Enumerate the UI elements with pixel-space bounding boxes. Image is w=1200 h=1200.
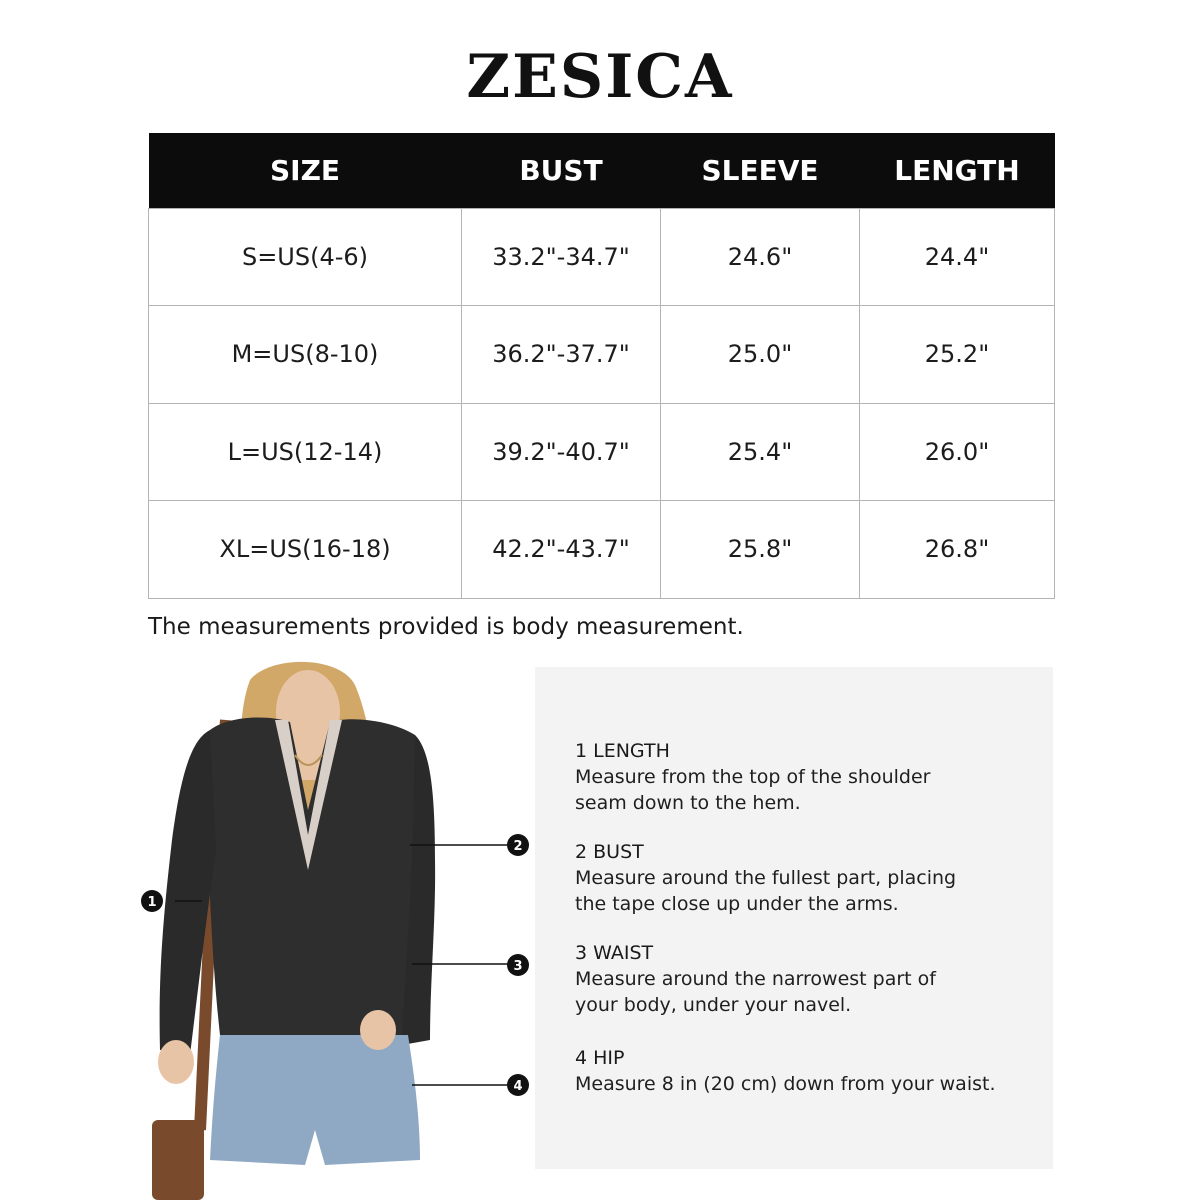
column-header-size: SIZE [149,133,462,208]
cell-size: XL=US(16-18) [149,501,462,599]
cell-length: 26.8" [860,501,1055,599]
cell-bust: 36.2"-37.7" [462,306,661,404]
guide-desc-line: Measure 8 in (20 cm) down from your waist. [575,1073,996,1095]
cell-length: 26.0" [860,403,1055,501]
model-figure [130,660,540,1200]
cell-bust: 39.2"-40.7" [462,403,661,501]
guide-item-hip [575,1045,1045,1097]
marker-label-3: 3 [513,959,523,974]
cell-sleeve: 25.0" [661,306,860,404]
column-header-sleeve: SLEEVE [661,133,860,208]
guide-desc-line: Measure from the top of the shoulder [575,766,931,788]
cell-bust: 42.2"-43.7" [462,501,661,599]
guide-desc-line: Measure around the narrowest part of [575,968,936,990]
marker-label-1: 1 [147,895,157,910]
cell-bust: 33.2"-34.7" [462,208,661,306]
guide-desc-line: your body, under your navel. [575,994,852,1016]
guide-desc-line: Measure around the fullest part, placing [575,867,957,889]
table-row [149,208,1055,306]
measurement-guide-panel [535,667,1053,1169]
cell-length: 24.4" [860,208,1055,306]
cell-sleeve: 24.6" [661,208,860,306]
guide-item-length [575,738,1045,816]
guide-item-waist [575,940,1045,1018]
table-row [149,501,1055,599]
marker-3 [507,954,529,976]
denim-shorts [210,1035,420,1165]
size-chart-table [148,133,1055,599]
marker-2 [507,834,529,856]
cell-size: M=US(8-10) [149,306,462,404]
left-hand [158,1040,194,1084]
cell-length: 25.2" [860,306,1055,404]
right-hand [360,1010,396,1050]
guide-item-bust [575,839,1045,917]
guide-title: 1 LENGTH [575,740,670,762]
table-header-row [149,133,1055,208]
table-row [149,306,1055,404]
handbag [152,1120,204,1200]
cell-size: S=US(4-6) [149,208,462,306]
table-row [149,403,1055,501]
measurement-note: The measurements provided is body measurement. [148,614,744,640]
marker-1 [141,890,163,912]
guide-desc-line: the tape close up under the arms. [575,893,899,915]
guide-title: 4 HIP [575,1047,625,1069]
cell-size: L=US(12-14) [149,403,462,501]
cell-sleeve: 25.4" [661,403,860,501]
marker-4 [507,1074,529,1096]
marker-label-4: 4 [513,1079,523,1094]
column-header-length: LENGTH [860,133,1055,208]
guide-title: 3 WAIST [575,942,654,964]
brand-logo: ZESICA [466,42,734,112]
guide-title: 2 BUST [575,841,644,863]
marker-label-2: 2 [513,839,523,854]
cell-sleeve: 25.8" [661,501,860,599]
column-header-bust: BUST [462,133,661,208]
guide-desc-line: seam down to the hem. [575,792,801,814]
